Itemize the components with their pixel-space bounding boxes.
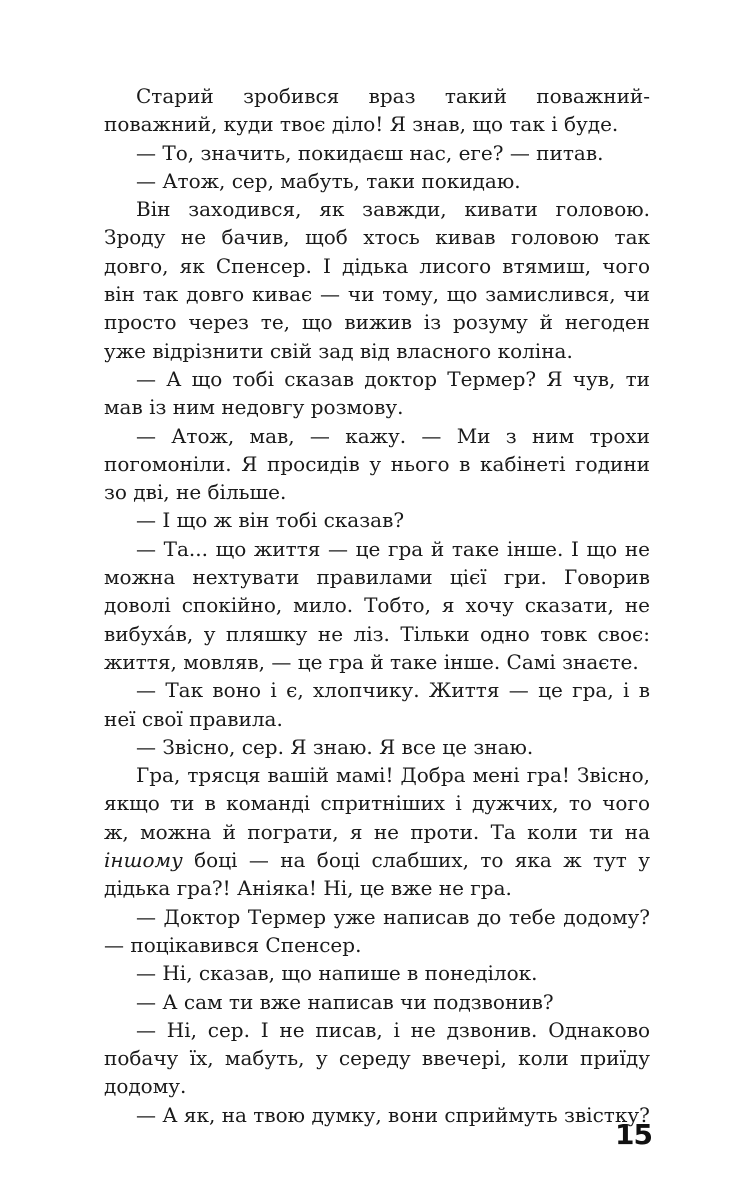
- paragraph-4: Він заходився, як завжди, кивати головою. Зроду не бачив, щоб хтось кивав головою так довго, як Спенсер. І дідька лисого втямиш, чого він так довго киває — чи тому, що замислився, чи просто через те, що вижив із розуму й негоден уже відрізнити свій зад від власного коліна.: [104, 197, 650, 363]
- paragraph-3: — Атож, сер, мабуть, таки покидаю.: [136, 168, 521, 193]
- paragraph-1: Старий зробився враз такий поважний-поважний, куди твоє діло! Я знав, що так і буде.: [104, 84, 650, 137]
- paragraph-11-before: Гра, трясця вашій мамі! Добра мені гра! Звісно, якщо ти в команді спритніших і дужчих, то чого ж, можна й пограти, я не проти. Та коли ти на: [104, 763, 650, 844]
- paragraph-13: — Ні, сказав, що напише в понеділок.: [136, 961, 538, 986]
- emphasized-word: іншому: [104, 848, 183, 873]
- page-number: 15: [615, 1118, 652, 1151]
- paragraph-6: — Атож, мав, — кажу. — Ми з ним трохи погомоніли. Я просидів у нього в кабінеті години зо дві, не більше.: [104, 423, 650, 505]
- paragraph-16: — А як, на твою думку, вони сприймуть звістку?: [136, 1102, 650, 1127]
- paragraph-11: [104, 761, 650, 902]
- paragraph-9: — Так воно і є, хлопчику. Життя — це гра, і в неї свої правила.: [104, 678, 650, 731]
- paragraph-10: — Звісно, сер. Я знаю. Я все це знаю.: [136, 734, 534, 759]
- paragraph-8: — Та... що життя — це гра й таке інше. І що не можна нехтувати правилами цієї гри. Говорив доволі спокійно, мило. Тобто, я хочу сказати, не вибухáв, у пляшку не ліз. Тільки одно товк своє: життя, мовляв, — це гра й таке інше. Самі знаєте.: [104, 536, 650, 674]
- book-page-text: [104, 82, 650, 1129]
- paragraph-12: — Доктор Термер уже написав до тебе додому? — поцікавився Спенсер.: [104, 904, 650, 957]
- paragraph-11-after: боці — на боці слабших, то яка ж тут у дідька гра?! Аніяка! Ні, це вже не гра.: [104, 848, 650, 901]
- paragraph-5: — А що тобі сказав доктор Термер? Я чув, ти мав із ним недовгу розмову.: [104, 366, 650, 420]
- paragraph-15: — Ні, сер. І не писав, і не дзвонив. Однаково побачу їх, мабуть, у середу ввечері, коли приїду додому.: [104, 1017, 650, 1099]
- paragraph-2: — То, значить, покидаєш нас, еге? — питав.: [136, 140, 604, 165]
- paragraph-14: — А сам ти вже написав чи подзвонив?: [136, 989, 554, 1014]
- paragraph-7: — І що ж він тобі сказав?: [136, 508, 405, 533]
